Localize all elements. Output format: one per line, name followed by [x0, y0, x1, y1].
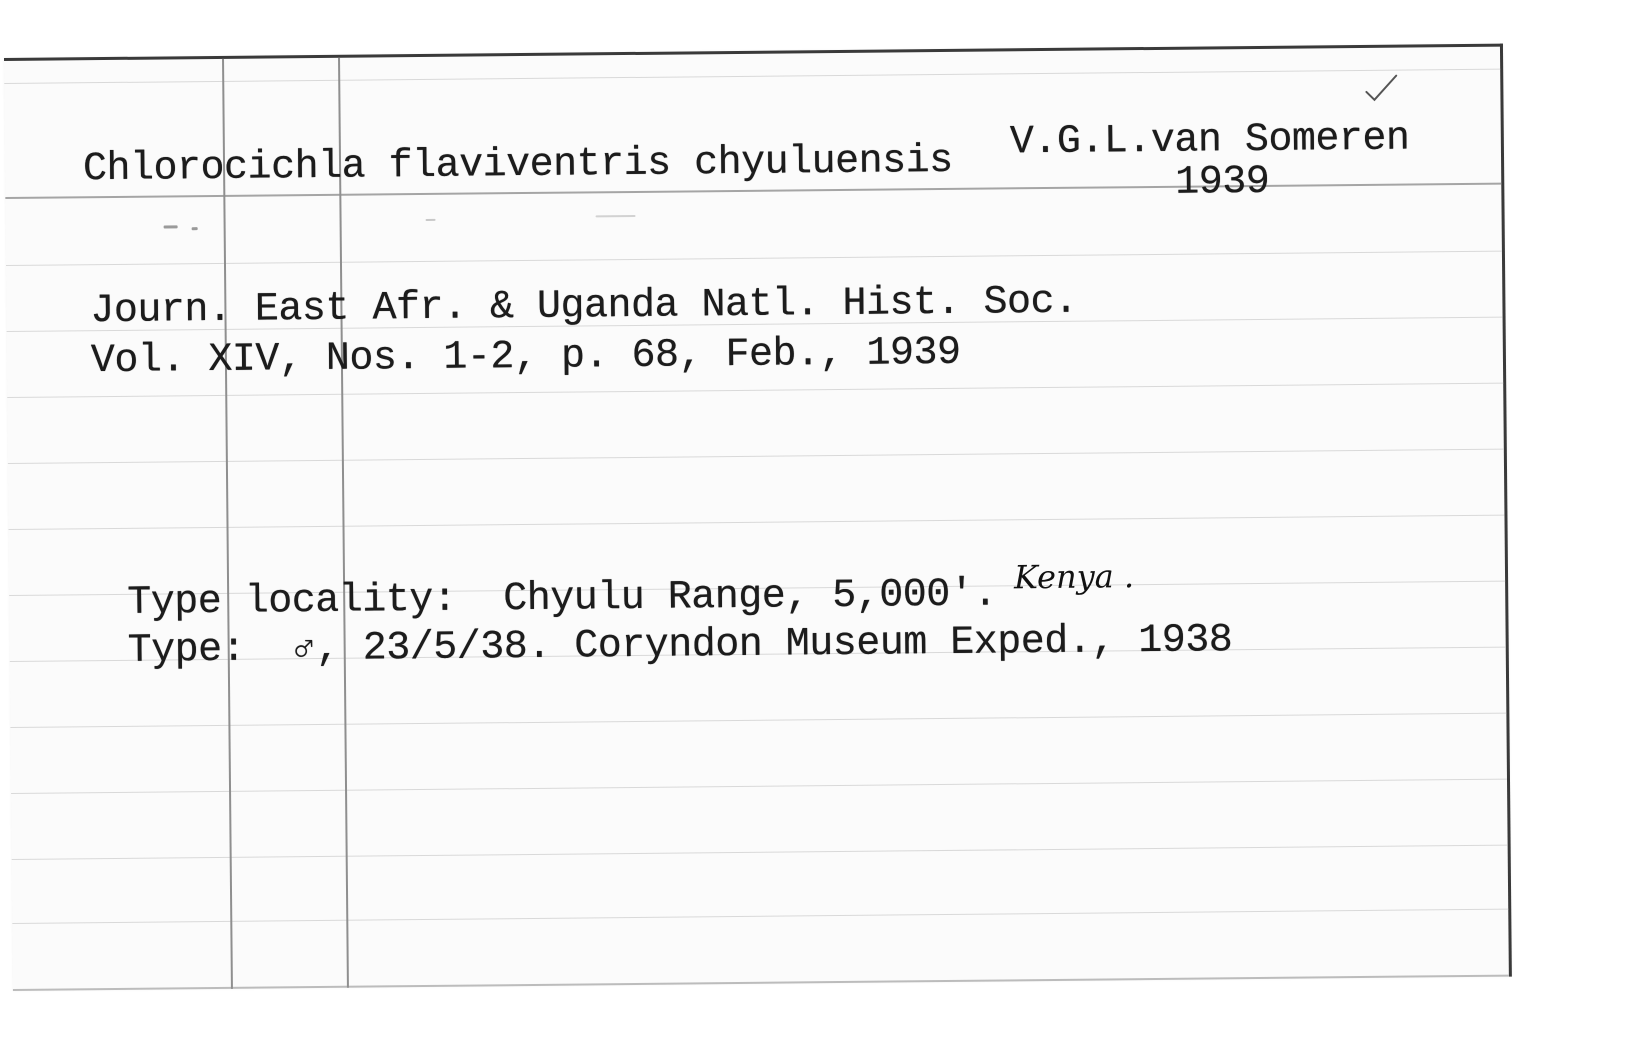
citation-line-2: Vol. XIV, Nos. 1-2, p. 68, Feb., 1939 — [90, 330, 961, 385]
ink-speck — [426, 219, 436, 221]
ruled-line — [10, 713, 1506, 728]
index-card — [4, 44, 1512, 991]
ruled-line — [4, 69, 1500, 84]
ink-speck — [596, 215, 636, 217]
ink-speck — [164, 225, 178, 228]
species-year: 1939 — [1175, 159, 1270, 206]
type-specimen: Type: ♂, 23/5/38. Coryndon Museum Exped., 1938 — [127, 618, 1233, 674]
ruled-line — [7, 383, 1503, 398]
margin-line-right — [338, 58, 349, 988]
ruled-line — [12, 909, 1508, 924]
ink-speck — [192, 227, 198, 230]
check-mark-icon — [1362, 70, 1402, 106]
ruled-line — [8, 449, 1504, 464]
species-author: V.G.L.van Someren — [1009, 116, 1410, 166]
ruled-line — [12, 845, 1508, 860]
citation-line-1: Journ. East Afr. & Uganda Natl. Hist. Soc. — [90, 279, 1078, 335]
margin-line-left — [222, 59, 233, 989]
type-locality: Type locality: Chyulu Range, 5,000'. — [127, 572, 998, 626]
species-name: Chlorocichla flaviventris chyuluensis — [82, 138, 953, 193]
ruled-line — [6, 251, 1502, 266]
card-bottom-edge — [13, 975, 1509, 991]
ruled-line — [11, 779, 1507, 794]
ruled-line — [9, 515, 1505, 530]
handwritten-country: Kenya . — [1013, 557, 1135, 597]
